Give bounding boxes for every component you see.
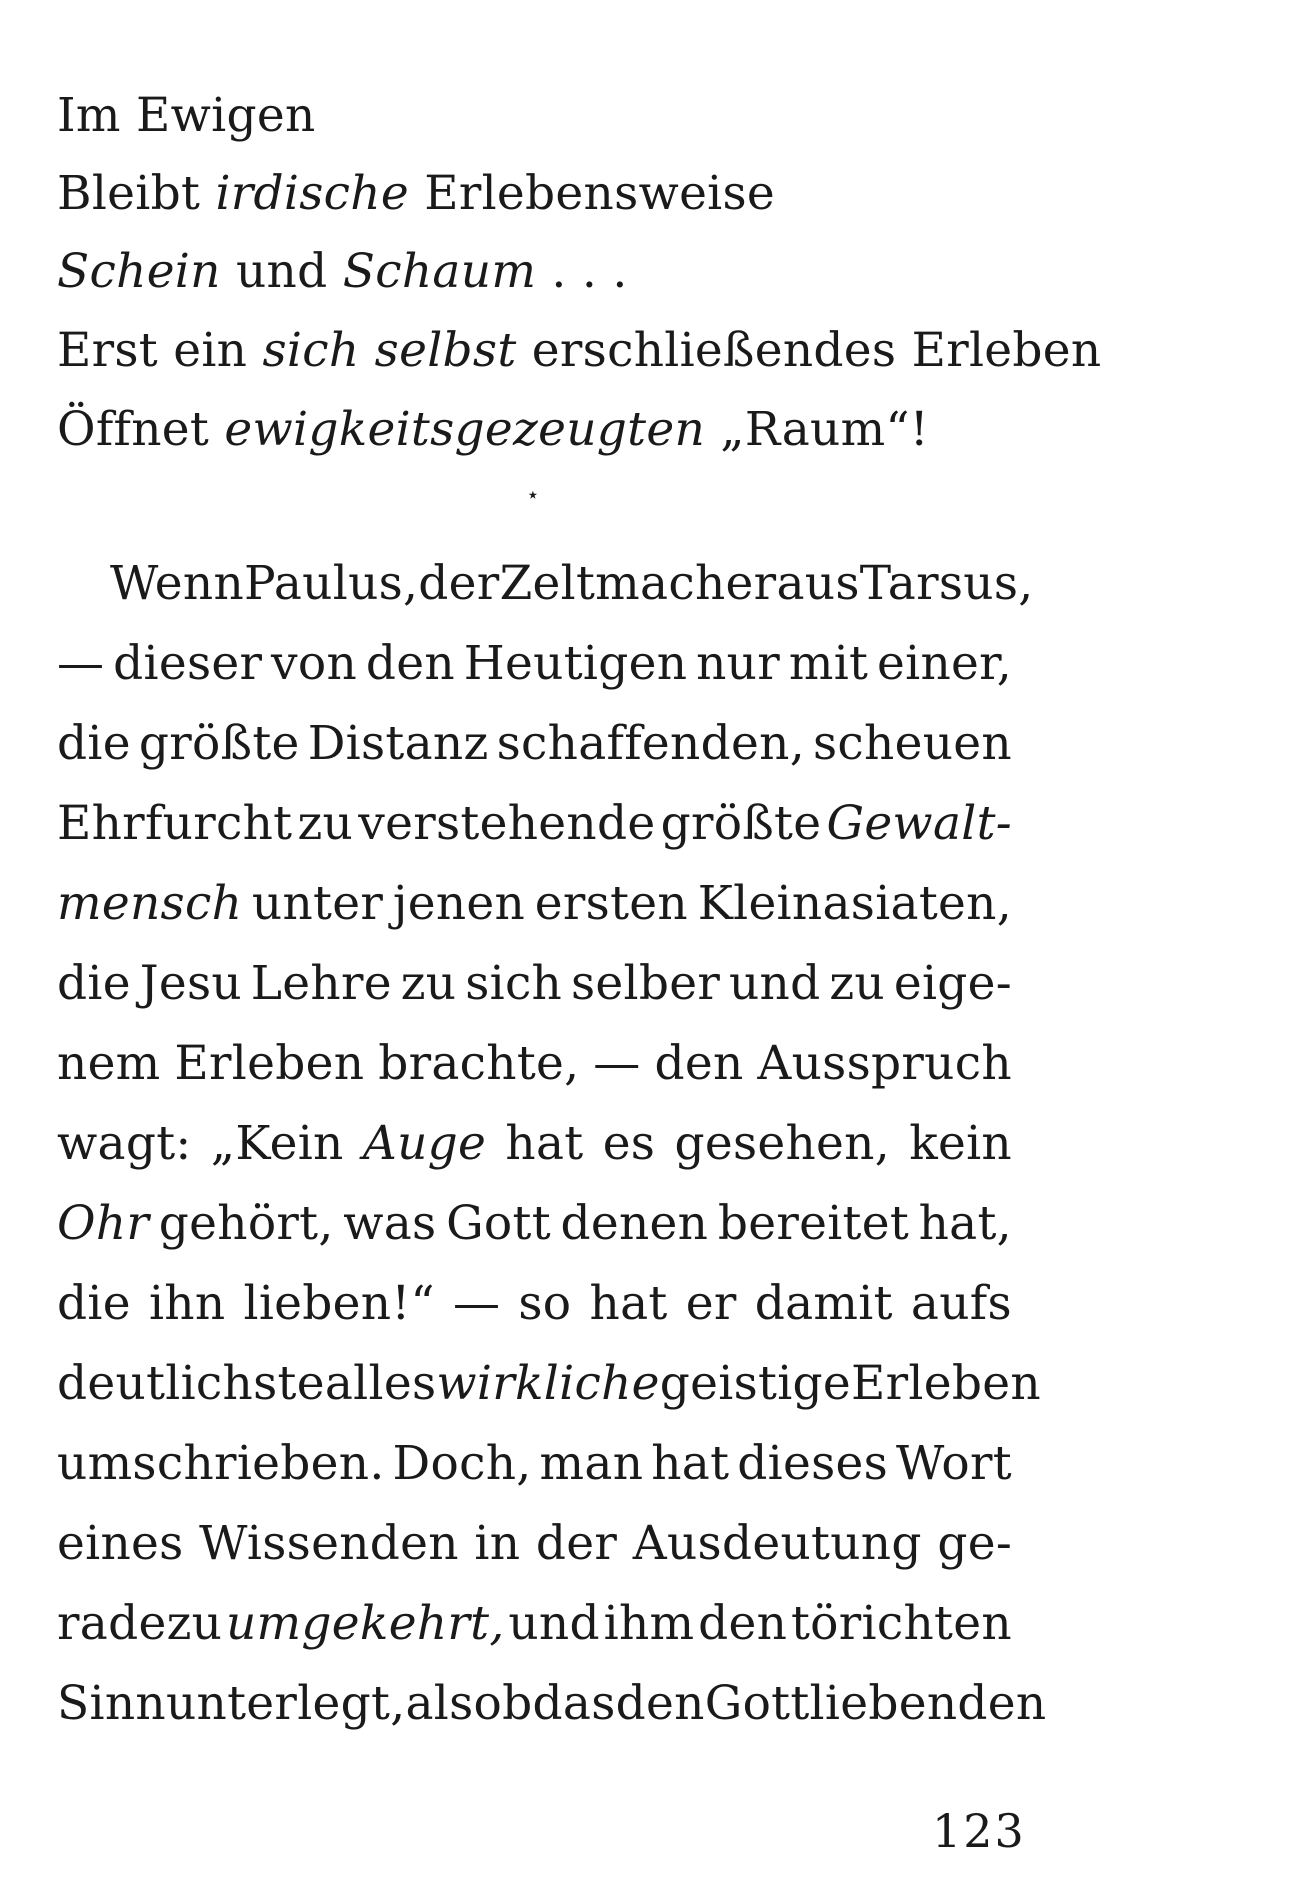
word: Gott — [446, 1196, 551, 1251]
word: Ausdeutung — [632, 1516, 922, 1571]
word: nur — [696, 636, 781, 691]
emphasis-text: Gewalt- — [826, 796, 1012, 851]
word: nem — [57, 1036, 161, 1091]
word: — — [452, 1276, 501, 1331]
word: größte — [660, 796, 822, 851]
word: von — [271, 636, 358, 691]
word: hat — [651, 1436, 730, 1491]
poem-line-1 — [57, 88, 316, 143]
word: sich — [465, 956, 563, 1011]
poem-text: Öffnet — [57, 402, 225, 457]
word: deutlichste — [57, 1356, 325, 1411]
section-separator: ⋆ — [526, 483, 540, 508]
emphasis-text: ewigkeitsgezeugten — [224, 402, 706, 457]
word: Wort — [896, 1436, 1012, 1491]
word: Gottliebenden — [704, 1676, 1047, 1731]
word: Zeltmacher — [499, 556, 777, 611]
emphasis-text: Schaum — [342, 244, 537, 299]
emphasis-text: sich selbst — [262, 323, 517, 378]
paragraph-line-10 — [57, 1276, 1012, 1331]
poem-line-2 — [57, 166, 776, 221]
word: „Kein — [210, 1116, 344, 1171]
poem-line-3 — [57, 244, 628, 299]
word: der — [535, 1516, 618, 1571]
word: Distanz — [307, 716, 489, 771]
word: zu — [829, 956, 885, 1011]
emphasis-text: Ohr — [57, 1196, 150, 1251]
word: Wissenden — [199, 1516, 459, 1571]
word: kein — [909, 1116, 1012, 1171]
poem-text: Erlebensweise — [408, 166, 776, 221]
word: die — [57, 1276, 131, 1331]
word: verstehende — [358, 796, 656, 851]
word: ihm — [603, 1596, 695, 1651]
word: den — [615, 1676, 705, 1731]
word: Ausspruch — [757, 1036, 1012, 1091]
word: Jesu — [139, 956, 242, 1011]
emphasis-text: Schein — [57, 244, 221, 299]
word: scheuen — [812, 716, 1012, 771]
emphasis-text: mensch — [57, 876, 243, 931]
word: damit — [754, 1276, 893, 1331]
word: und — [728, 956, 821, 1011]
poem-text: Im Ewigen — [57, 88, 316, 143]
word: zu — [297, 796, 354, 851]
poem-text: . . . — [536, 244, 628, 299]
word: eige- — [893, 956, 1012, 1011]
word: Kleinasiaten, — [697, 876, 1012, 931]
paragraph-line-14 — [57, 1596, 1012, 1651]
paragraph-line-11 — [57, 1356, 1041, 1411]
word: Sinn — [57, 1676, 166, 1731]
poem-text: und — [220, 244, 343, 299]
word: ob — [473, 1676, 533, 1731]
word: zu — [400, 956, 457, 1011]
word: die — [57, 716, 131, 771]
word: geistige — [659, 1356, 852, 1411]
word: und — [508, 1596, 600, 1651]
poem-line-4 — [57, 323, 1102, 378]
word: als — [405, 1676, 474, 1731]
word: aufs — [910, 1276, 1012, 1331]
word: denen — [560, 1196, 709, 1251]
word: mit — [788, 636, 869, 691]
word: den — [698, 1596, 788, 1651]
paragraph-line-13 — [57, 1516, 1012, 1571]
word: radezu — [57, 1596, 223, 1651]
word: ersten — [534, 876, 688, 931]
word: den — [654, 1036, 744, 1091]
word: die — [57, 956, 131, 1011]
word: unterlegt, — [165, 1676, 406, 1731]
word: das — [532, 1676, 616, 1731]
paragraph-line-7 — [57, 1036, 1012, 1091]
word: lieben!“ — [243, 1276, 435, 1331]
word: gehört, — [158, 1196, 334, 1251]
poem-text: erschließendes Erleben — [516, 323, 1102, 378]
word: hat — [589, 1276, 668, 1331]
emphasis-text: irdische — [215, 166, 409, 221]
word: so — [518, 1276, 572, 1331]
word: bereitet — [717, 1196, 910, 1251]
word: Wenn — [110, 556, 245, 611]
word: der — [418, 556, 500, 611]
word: schaffenden, — [496, 716, 805, 771]
word: ihn — [148, 1276, 226, 1331]
word: er — [685, 1276, 737, 1331]
emphasis-text: wirkliche — [436, 1356, 660, 1411]
word: Paulus, — [244, 556, 419, 611]
word: alles — [324, 1356, 437, 1411]
word: aus — [776, 556, 860, 611]
poem-text: „Raum“! — [705, 402, 929, 457]
word: gesehen, — [674, 1116, 890, 1171]
word: was — [343, 1196, 437, 1251]
word: Ehrfurcht — [57, 796, 293, 851]
word: Erleben — [851, 1356, 1041, 1411]
paragraph-line-4 — [57, 796, 1012, 851]
word: Erleben — [174, 1036, 365, 1091]
emphasis-text: umgekehrt, — [225, 1596, 505, 1651]
word: hat, — [918, 1196, 1012, 1251]
paragraph-line-6 — [57, 956, 1012, 1011]
word: jenen — [392, 876, 526, 931]
word: dieser — [113, 636, 263, 691]
word: Tarsus, — [859, 556, 1034, 611]
paragraph-line-3 — [57, 716, 1012, 771]
word: ge- — [937, 1516, 1012, 1571]
poem-text: Erst ein — [57, 323, 263, 378]
word: Doch, — [392, 1436, 532, 1491]
word: — — [593, 1036, 641, 1091]
paragraph-line-15 — [57, 1676, 1047, 1731]
paragraph-line-12 — [57, 1436, 1012, 1491]
word: hat — [505, 1116, 584, 1171]
word: den — [365, 636, 455, 691]
word: umschrieben. — [57, 1436, 385, 1491]
word: törichten — [790, 1596, 1012, 1651]
word: unter — [251, 876, 384, 931]
word: — — [57, 636, 105, 691]
word: selber — [570, 956, 721, 1011]
word: Heutigen — [463, 636, 688, 691]
word: dieses — [737, 1436, 889, 1491]
paragraph-line-8 — [57, 1116, 1012, 1171]
word: größte — [138, 716, 300, 771]
poem-line-5 — [57, 402, 929, 457]
word: Lehre — [250, 956, 392, 1011]
paragraph-line-5 — [57, 876, 1012, 931]
word: in — [474, 1516, 521, 1571]
paragraph-line-2 — [57, 636, 1012, 691]
emphasis-text: Auge — [362, 1116, 487, 1171]
poem-text: Bleibt — [57, 166, 216, 221]
word: wagt: — [57, 1116, 192, 1171]
word: man — [539, 1436, 644, 1491]
paragraph-line-1 — [110, 556, 1034, 611]
word: einer, — [877, 636, 1012, 691]
paragraph-line-9 — [57, 1196, 1012, 1251]
word: brachte, — [378, 1036, 580, 1091]
word: eines — [57, 1516, 184, 1571]
page-number: 123 — [932, 1804, 1026, 1858]
word: es — [602, 1116, 656, 1171]
